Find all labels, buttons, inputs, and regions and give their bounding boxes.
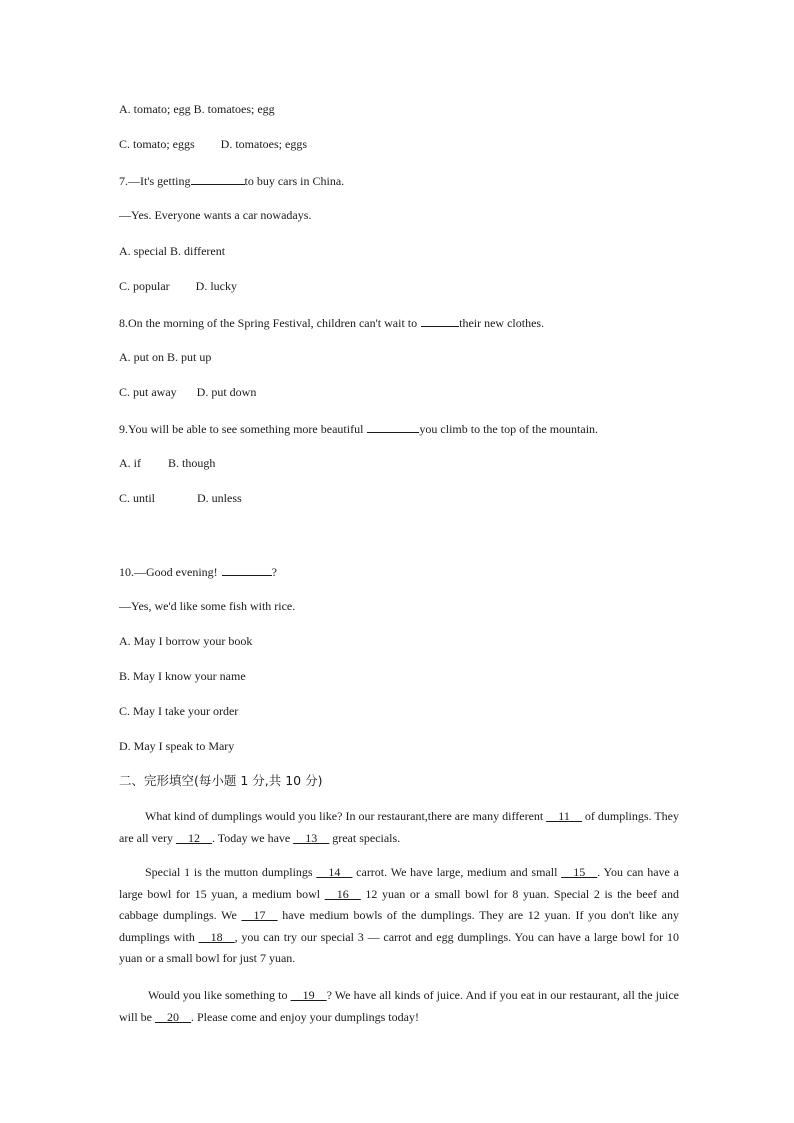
p2-text-1: Special 1 is the mutton dumplings <box>145 865 317 879</box>
q9-stem-before: 9.You will be able to see something more beautiful <box>119 422 364 436</box>
section-heading-cloze: 二、完形填空(每小题 1 分,共 10 分) <box>119 773 323 788</box>
q9-options-cd <box>119 490 242 506</box>
q7-option-d: D. lucky <box>195 279 237 293</box>
q10-blank <box>222 563 272 576</box>
q10-option-a: A. May I borrow your book <box>119 634 253 648</box>
p2-text-6: , you can try our special 3 — carrot and egg dumplings. You can have a large bowl for 10 yuan or a small bowl for just 7 yuan. <box>119 929 679 965</box>
p1-text-2: of dumplings. They are all very <box>119 809 679 845</box>
blank-17: __17__ <box>241 908 278 922</box>
q8-options-ab: A. put on B. put up <box>119 350 212 364</box>
p3-text-2: ? We have all kinds of juice. And if you eat in our restaurant, all the juice will be <box>119 988 680 1024</box>
q7-stem-before: 7.—It's getting <box>119 174 191 188</box>
blank-11: __11__ <box>546 809 582 823</box>
p2-text-5: have medium bowls of the dumplings. They are 12 yuan. If you don't like any dumplings with <box>119 908 680 944</box>
q6-options-cd <box>119 136 307 152</box>
q10-reply: —Yes, we'd like some fish with rice. <box>119 599 296 613</box>
p1-text-3: . Today we have <box>211 830 294 845</box>
cloze-paragraph-1 <box>119 806 679 849</box>
q7-options-cd <box>119 278 237 294</box>
q9-option-d: D. unless <box>197 491 242 505</box>
q6-options-ab: A. tomato; egg B. tomatoes; egg <box>119 102 275 116</box>
blank-16: __16__ <box>324 886 361 901</box>
p2-text-2: carrot. We have large, medium and small <box>352 865 562 879</box>
p3-text-1: Would you like something to <box>148 988 291 1002</box>
p2-text-4: 12 yuan or a small bowl for 8 yuan. Special 2 is the beef and cabbage dumplings. We <box>119 886 679 922</box>
q8-options-cd <box>119 384 256 400</box>
p1-text-1: What kind of dumplings would you like? In our restaurant,there are many different <box>145 809 547 823</box>
blank-14: __14__ <box>316 865 353 879</box>
blank-19: __19__ <box>290 988 327 1002</box>
q9-option-a: A. if <box>119 456 141 470</box>
q10-option-c: C. May I take your order <box>119 704 239 718</box>
q7-options-ab: A. special B. different <box>119 244 226 258</box>
p2-text-3: . You can have a large bowl for 15 yuan, a medium bowl <box>119 865 679 901</box>
q7-option-c: C. popular <box>119 279 170 293</box>
q9-options-ab <box>119 455 215 471</box>
cloze-paragraph-2 <box>119 862 679 970</box>
q10-option-b: B. May I know your name <box>119 669 246 683</box>
cloze-paragraph-3 <box>119 985 679 1028</box>
p1-text-4: great specials. <box>329 830 401 845</box>
q10-stem-after: ? <box>271 565 277 579</box>
q8-option-c: C. put away <box>119 385 177 399</box>
q9-option-b: B. though <box>168 456 216 470</box>
blank-18: __18__ <box>198 929 235 944</box>
q9-blank <box>367 420 419 433</box>
q7-blank <box>191 172 245 185</box>
q10-stem-before: 10.—Good evening! <box>119 565 218 579</box>
blank-20: __20__ <box>155 1009 191 1024</box>
q9-stem-after: you climb to the top of the mountain. <box>419 422 599 436</box>
q10-option-d: D. May I speak to Mary <box>119 739 235 753</box>
q8-blank <box>421 314 459 327</box>
q8-stem <box>119 314 544 331</box>
q10-stem <box>119 563 277 580</box>
blank-13: __13__ <box>293 830 330 845</box>
q9-option-c: C. until <box>119 491 156 505</box>
p3-text-3: . Please come and enjoy your dumplings today! <box>191 1009 419 1024</box>
q7-stem <box>119 172 344 189</box>
q6-option-d: D. tomatoes; eggs <box>220 137 307 151</box>
q9-stem <box>119 420 598 437</box>
q8-option-d: D. put down <box>196 385 257 399</box>
q8-stem-before: 8.On the morning of the Spring Festival, children can't wait to <box>119 316 418 330</box>
blank-12: __12__ <box>175 830 212 845</box>
q7-reply: —Yes. Everyone wants a car nowadays. <box>119 208 312 222</box>
q6-option-c: C. tomato; eggs <box>119 137 195 151</box>
q8-stem-after: their new clothes. <box>459 316 545 330</box>
blank-15: __15__ <box>561 865 598 879</box>
q7-stem-after: to buy cars in China. <box>244 174 345 188</box>
